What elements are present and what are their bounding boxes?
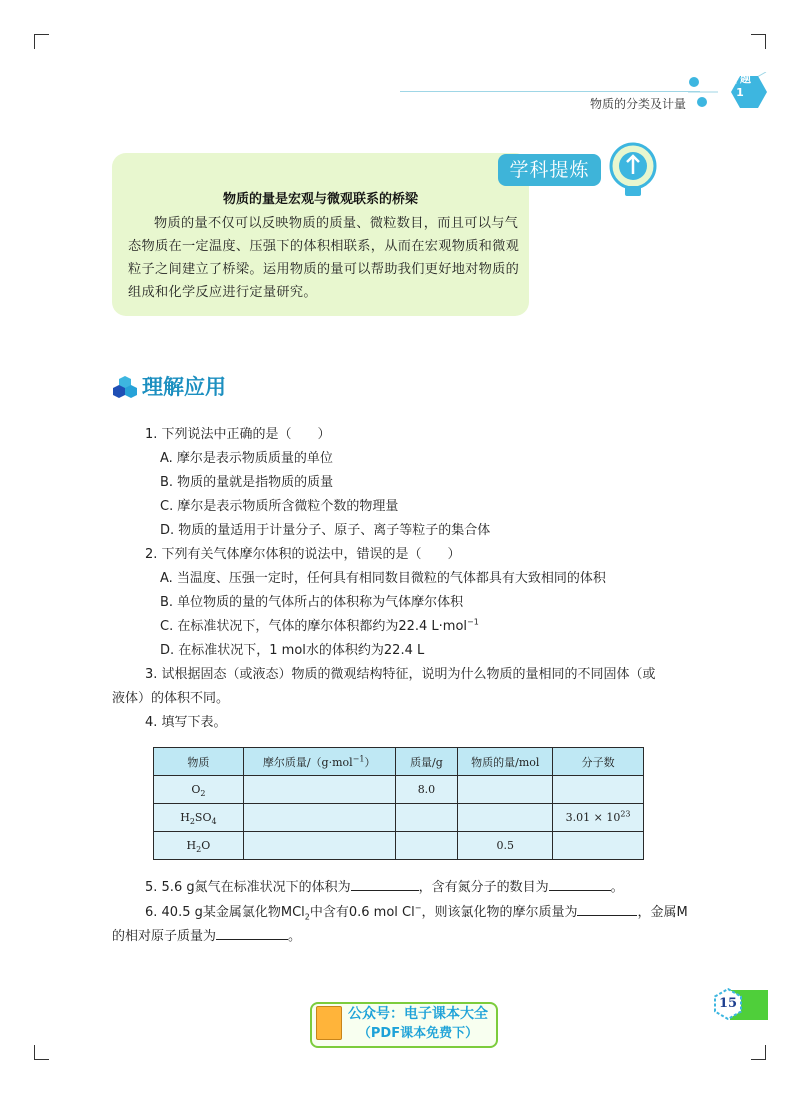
question-1-option-c: C. 摩尔是表示物质所含微粒个数的物理量 <box>160 499 399 514</box>
table-cell-substance <box>154 804 244 832</box>
table-cell-mass: 8.0 <box>395 776 458 804</box>
formula-h: H <box>186 839 197 852</box>
table-cell-amount <box>458 776 553 804</box>
question-2-option-c-exponent: −1 <box>467 617 479 627</box>
formula-subscript: 2 <box>189 817 195 827</box>
molar-mass-header-close: ） <box>364 755 376 769</box>
watermark-line-1: 公众号：电子课本大全 <box>348 1006 488 1022</box>
question-3-line-2: 液体）的体积不同。 <box>112 691 230 706</box>
molecules-mantissa: 3.01 × 10 <box>565 811 621 824</box>
crop-mark-bottom-left <box>34 1045 49 1060</box>
answer-blank[interactable] <box>351 878 419 891</box>
formula-h: H <box>180 811 190 824</box>
table-header-mass: 质量/g <box>395 748 458 776</box>
table-cell-molar-mass <box>243 804 395 832</box>
question-2-option-c <box>160 618 479 636</box>
topic-number: 1 <box>736 86 744 99</box>
question-3-line-1: 3. 试根据固态（或液态）物质的微观结构特征，说明为什么物质的量相同的不同固体（或 <box>145 667 656 682</box>
question-5-text-2: ，含有氮分子的数目为 <box>418 880 549 895</box>
question-1-option-d: D. 物质的量适用于计量分子、原子、离子等粒子的集合体 <box>160 523 491 538</box>
table-header-amount: 物质的量/mol <box>458 748 553 776</box>
crop-mark-top-left <box>34 34 49 49</box>
question-2-option-a: A. 当温度、压强一定时，任何具有相同数目微粒的气体都具有大致相同的体积 <box>160 571 606 586</box>
topic-label: 专题 <box>729 72 751 85</box>
table-cell-molecules <box>553 776 644 804</box>
question-2-option-c-text: C. 在标准状况下，气体的摩尔体积都约为22.4 L·mol <box>160 619 468 634</box>
table-cell-mass <box>395 832 458 860</box>
question-2-option-b: B. 单位物质的量的气体所占的体积称为气体摩尔体积 <box>160 595 464 610</box>
book-icon <box>316 1006 342 1040</box>
table-row <box>154 832 644 860</box>
topic-badge <box>720 72 760 108</box>
question-6-superscript: − <box>414 903 422 913</box>
watermark-line-2: （PDF课本免费下） <box>357 1026 479 1041</box>
formula-subscript: 2 <box>196 845 202 855</box>
question-1-stem: 1. 下列说法中正确的是（ ） <box>145 427 331 442</box>
question-4-stem: 4. 填写下表。 <box>145 715 227 730</box>
summary-body: 物质的量不仅可以反映物质的质量、微粒数目，而且可以与气态物质在一定温度、压强下的体积相联系，从而在宏观物质和微观粒子之间建立了桥梁。运用物质的量可以帮助我们更好地对物质的组成和化学反应进行定量研究。 <box>128 216 520 300</box>
table-cell-substance <box>154 832 244 860</box>
quantity-table <box>153 747 644 860</box>
table-cell-molecules <box>553 804 644 832</box>
table-header-row <box>154 748 644 776</box>
table-row <box>154 776 644 804</box>
table-header-molecules: 分子数 <box>553 748 644 776</box>
table-header-substance: 物质 <box>154 748 244 776</box>
cubes-icon <box>113 376 137 398</box>
question-6-line-2 <box>112 927 301 946</box>
crop-mark-top-right <box>751 34 766 49</box>
header-rule <box>400 91 700 92</box>
question-1-option-b: B. 物质的量就是指物质的质量 <box>160 475 334 490</box>
section-title: 理解应用 <box>142 375 226 399</box>
formula-o: O <box>191 783 201 796</box>
table-cell-molecules <box>553 832 644 860</box>
question-6-text-1: 6. 40.5 g某金属氯化物MCl <box>145 905 305 920</box>
question-5-text-3: 。 <box>610 880 624 895</box>
formula-subscript: 2 <box>200 789 206 799</box>
header-subtitle: 物质的分类及计量 <box>589 97 686 111</box>
question-6-subscript: 2 <box>304 912 310 922</box>
summary-title: 物质的量是宏观与微观联系的桥梁 <box>222 192 418 207</box>
formula-subscript: 4 <box>211 817 217 827</box>
question-6-text-3: ，则该氯化物的摩尔质量为 <box>421 905 578 920</box>
lightbulb-icon <box>605 140 661 200</box>
question-6-text-6: 。 <box>288 929 302 944</box>
question-5-text-1: 5. 5.6 g氮气在标准状况下的体积为 <box>145 880 351 895</box>
table-cell-amount: 0.5 <box>458 832 553 860</box>
table-cell-molar-mass <box>243 832 395 860</box>
answer-blank[interactable] <box>216 927 288 940</box>
table-header-molar-mass <box>243 748 395 776</box>
answer-blank[interactable] <box>549 878 611 891</box>
question-6-line-1 <box>145 903 688 922</box>
table-row <box>154 804 644 832</box>
summary-tab: 学科提炼 <box>498 154 601 186</box>
crop-mark-bottom-right <box>751 1045 766 1060</box>
question-6-text-5: 的相对原子质量为 <box>112 929 217 944</box>
table-cell-amount <box>458 804 553 832</box>
molar-mass-header-text: 摩尔质量/（g·mol <box>262 755 353 769</box>
formula-so: SO <box>194 811 212 824</box>
table-cell-mass <box>395 804 458 832</box>
question-1-option-a: A. 摩尔是表示物质质量的单位 <box>160 451 333 466</box>
question-6-text-2: 中含有0.6 mol Cl <box>309 905 415 920</box>
question-2-option-d: D. 在标准状况下，1 mol水的体积约为22.4 L <box>160 643 425 658</box>
table-cell-substance <box>154 776 244 804</box>
formula-o: O <box>201 839 211 852</box>
molar-mass-header-exponent: −1 <box>352 753 365 763</box>
question-6-text-4: ，金属M <box>637 905 688 920</box>
question-2-stem: 2. 下列有关气体摩尔体积的说法中，错误的是（ ） <box>145 547 461 562</box>
page-number: 15 <box>718 996 738 1011</box>
answer-blank[interactable] <box>577 903 637 916</box>
question-5 <box>145 878 624 897</box>
molecules-exponent: 23 <box>620 809 631 819</box>
table-cell-molar-mass <box>243 776 395 804</box>
